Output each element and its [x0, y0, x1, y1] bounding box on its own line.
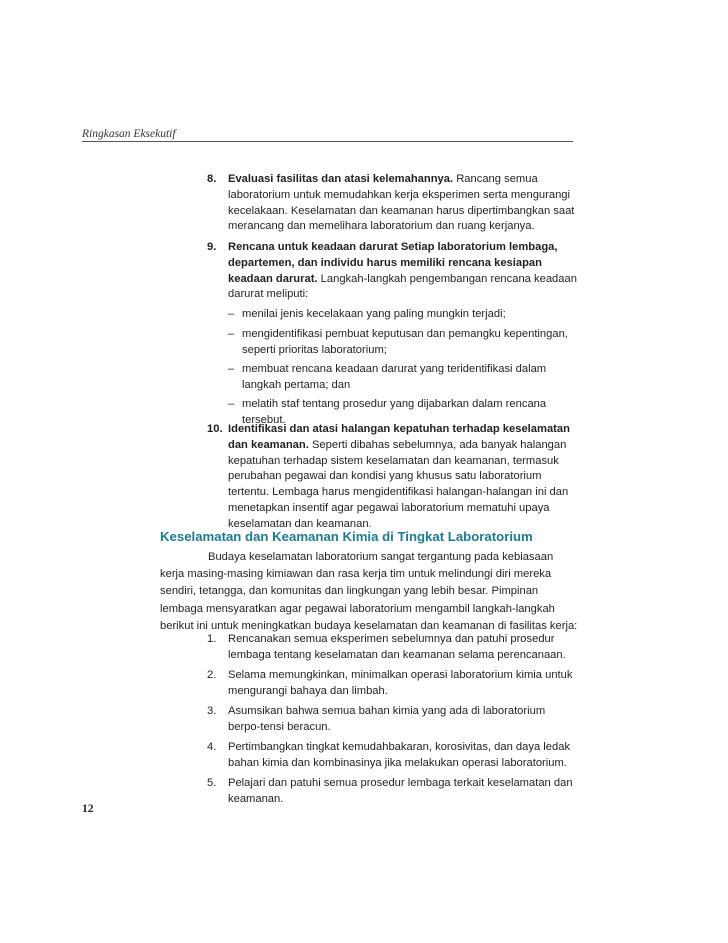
list-item: [207, 172, 577, 235]
item-lead: Evaluasi fasilitas dan atasi kelemahannya.: [228, 173, 454, 185]
paragraph-text: Budaya keselamatan laboratorium sangat tergantung pada kebiasaan kerja masing-masing kimiawan dan rasa kerja tim untuk melindungi diri mereka sendiri, tetangga, dan komunitas dan lingkungan yang lebih besar. Pimpinan lembaga mensyaratkan agar pegawai laboratorium mengambil langkah-langkah berikut ini untuk meningkatkan budaya keselamatan dan keamanan di fasilitas kerja:: [160, 551, 578, 632]
step-text: Pelajari dan patuhi semua prosedur lembaga terkait keselamatan dan keamanan.: [228, 777, 573, 805]
list-item: [207, 240, 577, 303]
step-text: Selama memungkinkan, minimalkan operasi laboratorium kimia untuk mengurangi bahaya dan limbah.: [228, 669, 573, 697]
item-text: Langkah-langkah pengembangan rencana keadaan darurat meliputi:: [228, 272, 577, 301]
step-text: Asumsikan bahwa semua bahan kimia yang ada di laboratorium berpo-tensi beracun.: [228, 705, 546, 733]
step-text: Rencanakan semua eksperimen sebelumnya dan patuhi prosedur lembaga tentang keselamatan dan keamanan selama perencanaan.: [228, 633, 566, 661]
sub-list-item: [228, 327, 578, 359]
sub-item-text: membuat rencana keadaan darurat yang teridentifikasi dalam langkah pertama; dan: [242, 363, 547, 391]
dash-marker: –: [228, 398, 235, 410]
section-paragraph: [160, 549, 580, 635]
step-item: [207, 704, 577, 736]
item-lead: Rencana untuk keadaan darurat Setiap laboratorium lembaga, departemen, dan individu harus memiliki rencana kesiapan keadaan darurat.: [228, 241, 558, 285]
item-text: Seperti dibahas sebelumnya, ada banyak halangan kepatuhan terhadap sistem keselamatan dan keamanan, termasuk perubahan pegawai dan kondisi yang khusus satu laboratorium tertentu. Lembaga harus mengidentifikasi halangan-halangan ini dan menetapkan insentif agar pegawai laboratorium mematuhi upaya keselamatan dan keamanan.: [228, 438, 569, 530]
step-text: Pertimbangkan tingkat kemudahbakaran, korosivitas, dan daya ledak bahan kimia dan kombinasinya jika melakukan operasi laboratorium.: [228, 741, 571, 769]
step-number: 4.: [207, 741, 217, 753]
item-text: Rancang semua laboratorium untuk memudahkan kerja eksperimen serta mengurangi kecelakaan. Keselamatan dan keamanan harus dipertimbangkan saat merancang dan memelihara laboratorium dan ruang kerjanya.: [228, 173, 575, 233]
item-number: 8.: [207, 173, 217, 185]
dash-marker: –: [228, 328, 235, 340]
sub-list-item: [228, 307, 578, 323]
sub-item-text: menilai jenis kecelakaan yang paling mungkin terjadi;: [242, 308, 506, 320]
sub-item-text: melatih staf tentang prosedur yang dijabarkan dalam rencana tersebut.: [242, 398, 547, 426]
step-item: [207, 776, 577, 808]
sub-item-text: mengidentifikasi pembuat keputusan dan pemangku kepentingan, seperti prioritas laboratorium;: [242, 328, 568, 356]
step-item: [207, 740, 577, 772]
item-lead: Identifikasi dan atasi halangan kepatuhan terhadap keselamatan dan keamanan.: [228, 423, 570, 451]
item-number: 9.: [207, 241, 217, 253]
sub-list-item: [228, 362, 578, 394]
step-number: 5.: [207, 777, 217, 789]
step-number: 1.: [207, 633, 217, 645]
step-item: [207, 668, 577, 700]
section-heading: Keselamatan dan Keamanan Kimia di Tingkat Laboratorium: [160, 529, 533, 544]
page-number: 12: [82, 803, 94, 815]
step-item: [207, 632, 577, 664]
header-rule: [82, 141, 573, 142]
dash-marker: –: [228, 308, 235, 320]
running-header: Ringkasan Eksekutif: [82, 128, 176, 140]
step-number: 2.: [207, 669, 217, 681]
dash-marker: –: [228, 363, 235, 375]
step-number: 3.: [207, 705, 217, 717]
list-item: [207, 422, 577, 533]
item-number: 10.: [207, 423, 223, 435]
